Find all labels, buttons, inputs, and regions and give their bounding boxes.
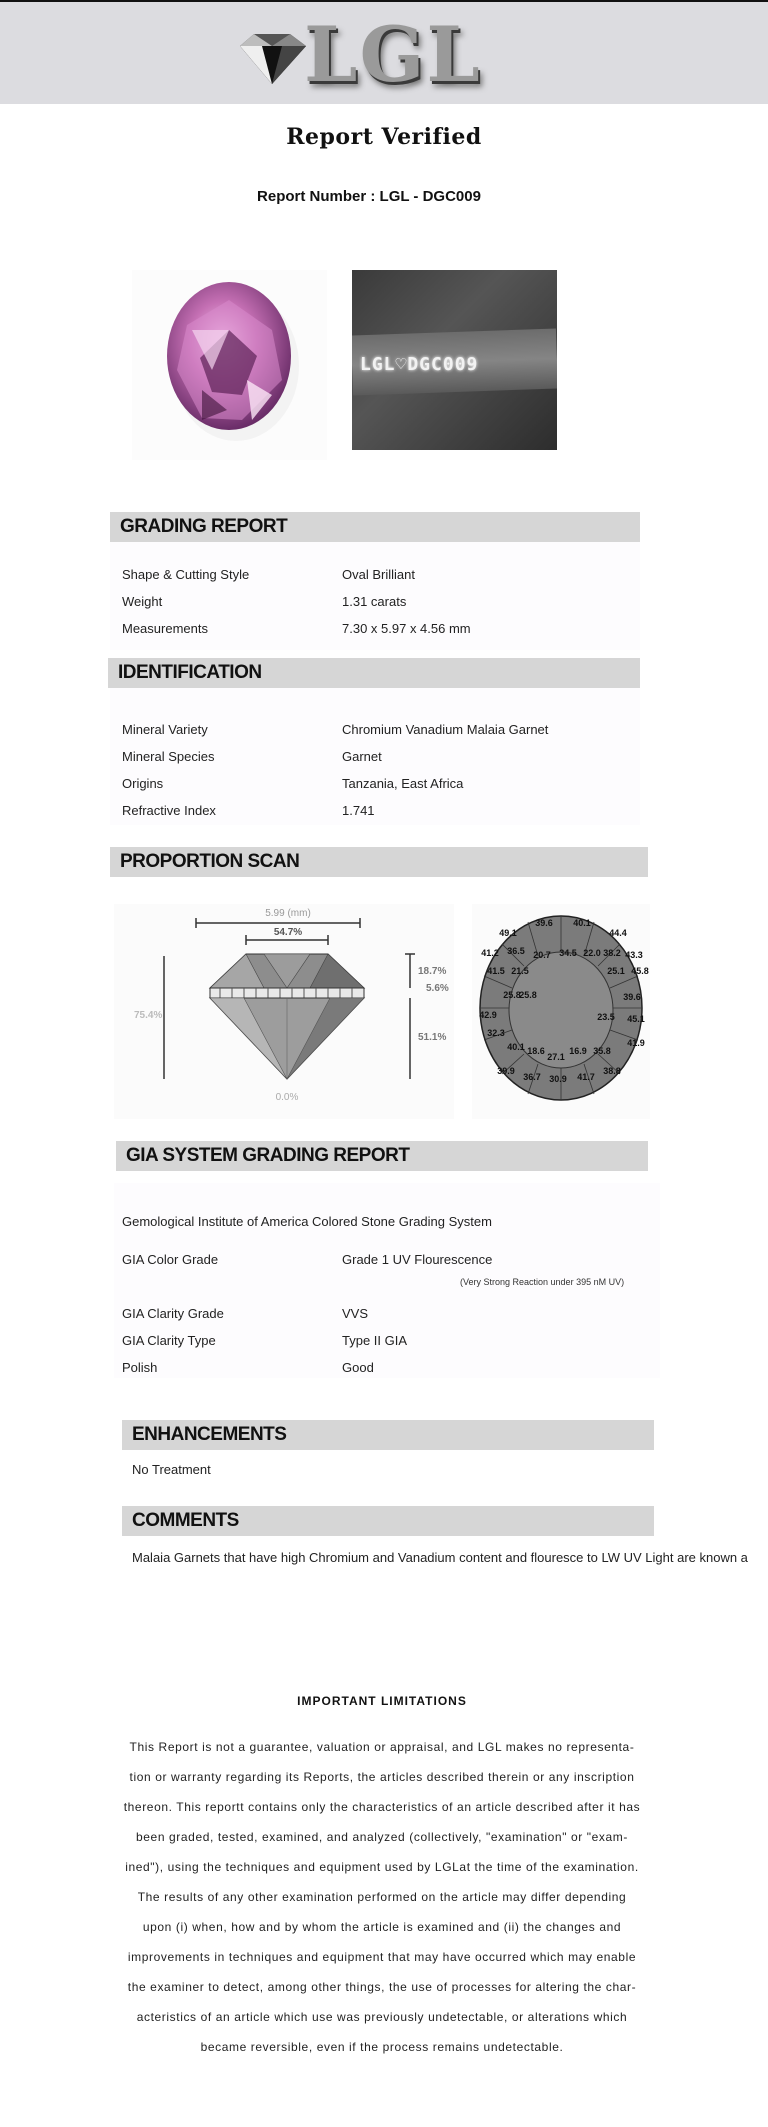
- limitations-title: IMPORTANT LIMITATIONS: [297, 1694, 467, 1708]
- facet-value-label: 25.1: [607, 966, 625, 976]
- facet-value-label: 27.1: [547, 1052, 565, 1062]
- facet-value-label: 21.5: [511, 966, 529, 976]
- facet-value-label: 41.5: [487, 966, 505, 976]
- shape-value: Oval Brilliant: [342, 567, 415, 582]
- facet-value-label: 38.2: [603, 948, 621, 958]
- facet-value-label: 40.1: [507, 1042, 525, 1052]
- gia-color-grade-note: (Very Strong Reaction under 395 nM UV): [460, 1277, 625, 1287]
- gia-color-grade-label: GIA Color Grade: [122, 1252, 219, 1267]
- limitations-line: ined"), using the techniques and equipment used by LGLat the time of the examination.: [125, 1860, 639, 1874]
- facet-value-label: 38.8: [603, 1066, 621, 1076]
- mineral-species-value: Garnet: [342, 749, 382, 764]
- facet-value-label: 32.3: [487, 1028, 505, 1038]
- facet-value-label: 43.3: [625, 950, 643, 960]
- facet-value-label: 41.9: [627, 1038, 645, 1048]
- facet-value-label: 34.5: [559, 948, 577, 958]
- identification-header: IDENTIFICATION: [108, 658, 640, 688]
- width-mm-label: 5.99 (mm): [265, 908, 311, 919]
- lgl-logo: [232, 10, 492, 99]
- gia-clarity-grade-label: GIA Clarity Grade: [122, 1306, 224, 1321]
- facet-value-label: 23.5: [597, 1012, 615, 1022]
- gia-intro-text: Gemological Institute of America Colored Stone Grading System: [122, 1214, 492, 1229]
- gemstone-photo: [132, 270, 327, 460]
- facet-value-label: 25.8: [519, 990, 537, 1000]
- shape-label: Shape & Cutting Style: [122, 567, 250, 582]
- facet-value-label: 39.6: [623, 992, 641, 1002]
- facet-value-label: 35.8: [593, 1046, 611, 1056]
- proportion-scan-header: PROPORTION SCAN: [110, 847, 648, 877]
- origins-label: Origins: [122, 776, 164, 791]
- measurements-label: Measurements: [122, 621, 208, 636]
- enhancements-text: No Treatment: [132, 1462, 211, 1477]
- inscription-text: LGL♡DGC009: [360, 354, 479, 375]
- comments-header: COMMENTS: [122, 1506, 654, 1536]
- facet-value-label: 41.7: [577, 1072, 595, 1082]
- gia-clarity-type-label: GIA Clarity Type: [122, 1333, 216, 1348]
- enhancements-header: ENHANCEMENTS: [122, 1420, 654, 1450]
- facet-value-label: 40.1: [573, 918, 591, 928]
- refractive-index-value: 1.741: [342, 803, 375, 818]
- facet-value-label: 16.9: [569, 1046, 587, 1056]
- comments-text: Malaia Garnets that have high Chromium and Vanadium content and flouresce to LW UV Light are known a: [132, 1550, 748, 1565]
- limitations-line: The results of any other examination performed on the article may differ depending: [137, 1890, 627, 1904]
- limitations-line: improvements in techniques and equipment that may have occurred which may enable: [127, 1950, 637, 1964]
- facet-value-label: 22.0: [583, 948, 601, 958]
- limitations-line: became reversible, even if the process remains undetectable.: [200, 2040, 564, 2054]
- polish-value: Good: [342, 1360, 374, 1375]
- mineral-variety-value: Chromium Vanadium Malaia Garnet: [342, 722, 549, 737]
- limitations-line: acteristics of an article which use was previously undetectable, or alterations which: [136, 2010, 628, 2024]
- limitations-line: been graded, tested, examined, and analyzed (collectively, "examination" or "exam-: [136, 1830, 628, 1844]
- polish-label: Polish: [122, 1360, 158, 1375]
- mineral-variety-label: Mineral Variety: [122, 722, 208, 737]
- report-number: Report Number : LGL - DGC009: [257, 188, 481, 205]
- girdle-pct-label: 5.6%: [426, 983, 449, 994]
- gia-color-grade-value: Grade 1 UV Flourescence: [342, 1252, 493, 1267]
- pavilion-pct-label: 51.1%: [418, 1032, 447, 1043]
- top-view-facet-diagram: [472, 904, 650, 1119]
- weight-value: 1.31 carats: [342, 594, 407, 609]
- limitations-line: thereon. This reportt contains only the characteristics of an article described after it has: [123, 1800, 641, 1814]
- mineral-species-label: Mineral Species: [122, 749, 215, 764]
- facet-value-label: 45.1: [627, 1014, 645, 1024]
- culet-pct-label: 0.0%: [275, 1092, 299, 1103]
- logo-text: LGL: [304, 10, 482, 99]
- header-banner: [0, 2, 768, 104]
- facet-value-label: 36.7: [523, 1072, 541, 1082]
- depth-pct-label: 75.4%: [134, 1010, 163, 1021]
- gia-report-header: GIA SYSTEM GRADING REPORT: [116, 1141, 648, 1171]
- measurements-value: 7.30 x 5.97 x 4.56 mm: [342, 621, 471, 636]
- grading-report-header: GRADING REPORT: [110, 512, 640, 542]
- weight-label: Weight: [122, 594, 163, 609]
- facet-value-label: 25.8: [503, 990, 521, 1000]
- side-profile-diagram: [114, 904, 454, 1119]
- facet-value-label: 44.4: [609, 928, 627, 938]
- crown-pct-label: 18.7%: [418, 966, 447, 977]
- facet-value-label: 30.9: [549, 1074, 567, 1084]
- facet-value-label: 41.2: [481, 948, 499, 958]
- diamond-icon: [232, 28, 312, 88]
- facet-value-label: 49.1: [499, 928, 517, 938]
- facet-value-label: 20.7: [533, 950, 551, 960]
- gia-clarity-type-value: Type II GIA: [342, 1333, 408, 1348]
- limitations-line: the examiner to detect, among other things, the use of processes for altering the char-: [127, 1980, 637, 1994]
- limitations-text: [100, 1732, 664, 2062]
- facet-value-label: 36.5: [507, 946, 525, 956]
- limitations-line: This Report is not a guarantee, valuation or appraisal, and LGL makes no representa-: [129, 1740, 635, 1754]
- facet-value-label: 39.6: [535, 918, 553, 928]
- facet-value-label: 45.8: [631, 966, 649, 976]
- table-pct-label: 54.7%: [273, 927, 303, 938]
- facet-value-label: 18.6: [527, 1046, 545, 1056]
- refractive-index-label: Refractive Index: [122, 803, 216, 818]
- laser-inscription-photo: [352, 270, 557, 450]
- report-title: Report Verified: [286, 124, 482, 150]
- gia-clarity-grade-value: VVS: [342, 1306, 369, 1321]
- origins-value: Tanzania, East Africa: [342, 776, 464, 791]
- facet-value-label: 39.9: [497, 1066, 515, 1076]
- limitations-line: upon (i) when, how and by whom the article is examined and (ii) the changes and: [142, 1920, 622, 1934]
- limitations-line: tion or warranty regarding its Reports, the articles described therein or any inscription: [129, 1770, 635, 1784]
- facet-value-label: 42.9: [479, 1010, 497, 1020]
